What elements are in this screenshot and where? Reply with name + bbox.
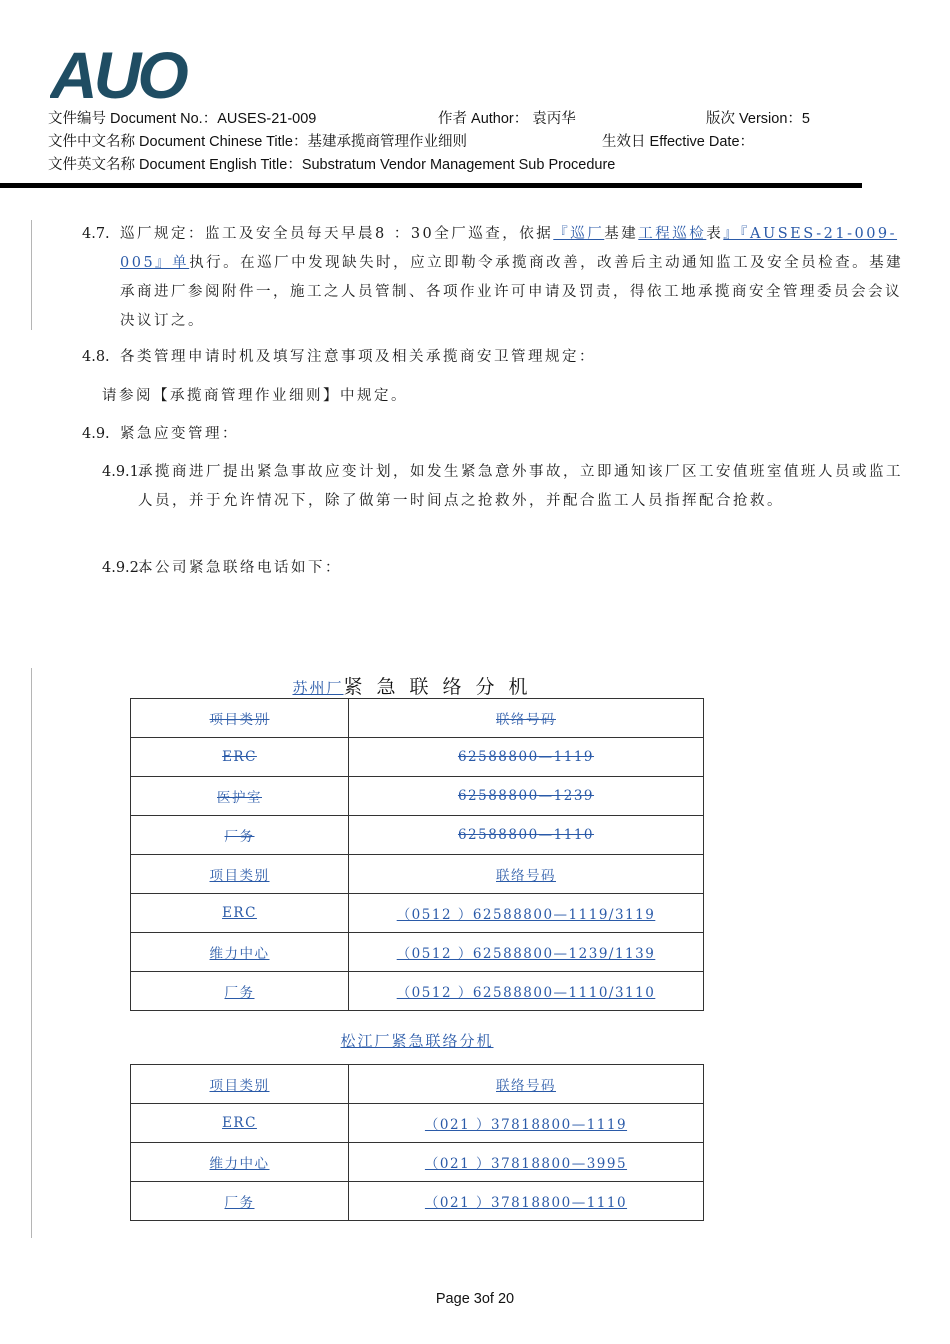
- table-row: [131, 1182, 704, 1221]
- effective-date: 生效日 Effective Date：: [602, 134, 755, 150]
- songjiang-title: 松江厂紧急联络分机: [340, 1032, 494, 1050]
- table-row: [131, 816, 704, 855]
- section-4-8-reference: 请参阅【承揽商管理作业细则】中规定。: [102, 388, 408, 404]
- inserted-cell: ERC: [222, 905, 257, 921]
- revision-bar: [31, 668, 32, 1238]
- inserted-cell: （021 ）37818800—3995: [424, 1156, 628, 1172]
- songjiang-contact-table: [130, 1064, 704, 1221]
- section-4-9-1-text: 承揽商进厂提出紧急事故应变计划，如发生紧急意外事故，立即通知该厂区工安值班室值班人员或监工人员，并于允许情况下，除了做第一时间点之抢救外，并配合监工人员指挥配合抢救。: [138, 464, 903, 509]
- inserted-cell: 联络号码: [496, 1078, 556, 1094]
- section-4-9-text: 紧急应变管理：: [120, 426, 239, 442]
- author: 作者 Author： 袁丙华: [438, 111, 576, 127]
- table-row: [131, 1104, 704, 1143]
- table-row: [131, 1065, 704, 1104]
- inserted-cell: （0512 ）62588800—1119/3119: [396, 907, 656, 923]
- table-row: [131, 933, 704, 972]
- deleted-cell: 联络号码: [496, 712, 556, 728]
- songjiang-table-title: [130, 1030, 704, 1051]
- section-4-9-2-number: 4.9.2.: [102, 560, 144, 576]
- section-4-7-body: 巡厂规定：监工及安全员每天早晨8 ：30全厂巡查，依据『巡厂基建工程巡检表』『AUSES-21-009-005』单执行。在巡厂中发现缺失时，应立即勒令承揽商改善，改善后主动通知监工及安全员检查。基建承商进厂参阅附件一，施工之人员管制、各项作业许可申请及罚责，得依工地承揽商安全管理委员会会议决议订之。: [120, 226, 904, 329]
- inserted-cell: 联络号码: [496, 868, 556, 884]
- header-rule: [0, 183, 862, 188]
- section-4-9-2-text: 本公司紧急联络电话如下：: [138, 560, 342, 576]
- deleted-cell: 62588800—1110: [457, 827, 595, 843]
- deleted-cell: 医护室: [217, 790, 262, 806]
- inserted-text: 『巡厂: [553, 226, 605, 242]
- suzhou-title: 紧急联络分机: [343, 676, 542, 698]
- inserted-cell: ERC: [222, 1115, 257, 1131]
- auo-logo: [50, 46, 190, 102]
- inserted-cell: 厂务: [224, 1195, 255, 1211]
- chinese-title: 文件中文名称 Document Chinese Title：基建承揽商管理作业细则: [48, 134, 467, 150]
- inserted-text: 』『AUSES-21-009-005』单: [120, 226, 898, 271]
- revision-bar: [31, 220, 32, 330]
- inserted-cell: 维力中心: [209, 1156, 270, 1172]
- table-row: [131, 1143, 704, 1182]
- inserted-cell: 项目类别: [209, 868, 270, 884]
- table-row: [131, 855, 704, 894]
- inserted-cell: 项目类别: [209, 1078, 270, 1094]
- deleted-cell: 62588800—1119: [457, 749, 595, 765]
- table-row: [131, 699, 704, 738]
- page-number: Page 3of 20: [435, 1291, 515, 1307]
- suzhou-contact-table: [130, 698, 704, 1011]
- inserted-cell: （021 ）37818800—1119: [424, 1117, 628, 1133]
- suzhou-table-title: [130, 672, 704, 699]
- table-row: [131, 738, 704, 777]
- english-title: 文件英文名称 Document English Title：Substratum Vendor Management Sub Procedure: [48, 157, 616, 173]
- logo-text: AUO: [50, 46, 185, 102]
- deleted-cell: 62588800—1239: [457, 788, 595, 804]
- inserted-cell: （0512 ）62588800—1110/3110: [396, 985, 656, 1001]
- deleted-cell: 项目类别: [209, 712, 270, 728]
- table-row: [131, 972, 704, 1011]
- section-4-7-number: 4.7.: [82, 226, 110, 242]
- suzhou-title-prefix: 苏州厂: [292, 679, 344, 697]
- section-4-8-number: 4.8.: [82, 349, 110, 365]
- deleted-cell: 厂务: [224, 829, 255, 845]
- table-row: [131, 894, 704, 933]
- inserted-cell: 厂务: [224, 985, 255, 1001]
- table-row: [131, 777, 704, 816]
- inserted-cell: （0512 ）62588800—1239/1139: [396, 946, 656, 962]
- section-4-8-text: 各类管理申请时机及填写注意事项及相关承揽商安卫管理规定：: [120, 349, 596, 365]
- inserted-cell: （021 ）37818800—1110: [424, 1195, 628, 1211]
- doc-number: 文件编号 Document No.：AUSES-21-009: [48, 111, 317, 127]
- section-4-9-1-number: 4.9.1.: [102, 464, 144, 480]
- section-4-9-number: 4.9.: [82, 426, 110, 442]
- inserted-text: 工程巡检: [638, 226, 707, 242]
- deleted-cell: ERC: [222, 749, 257, 765]
- inserted-cell: 维力中心: [209, 946, 270, 962]
- version: 版次 Version：5: [706, 111, 810, 127]
